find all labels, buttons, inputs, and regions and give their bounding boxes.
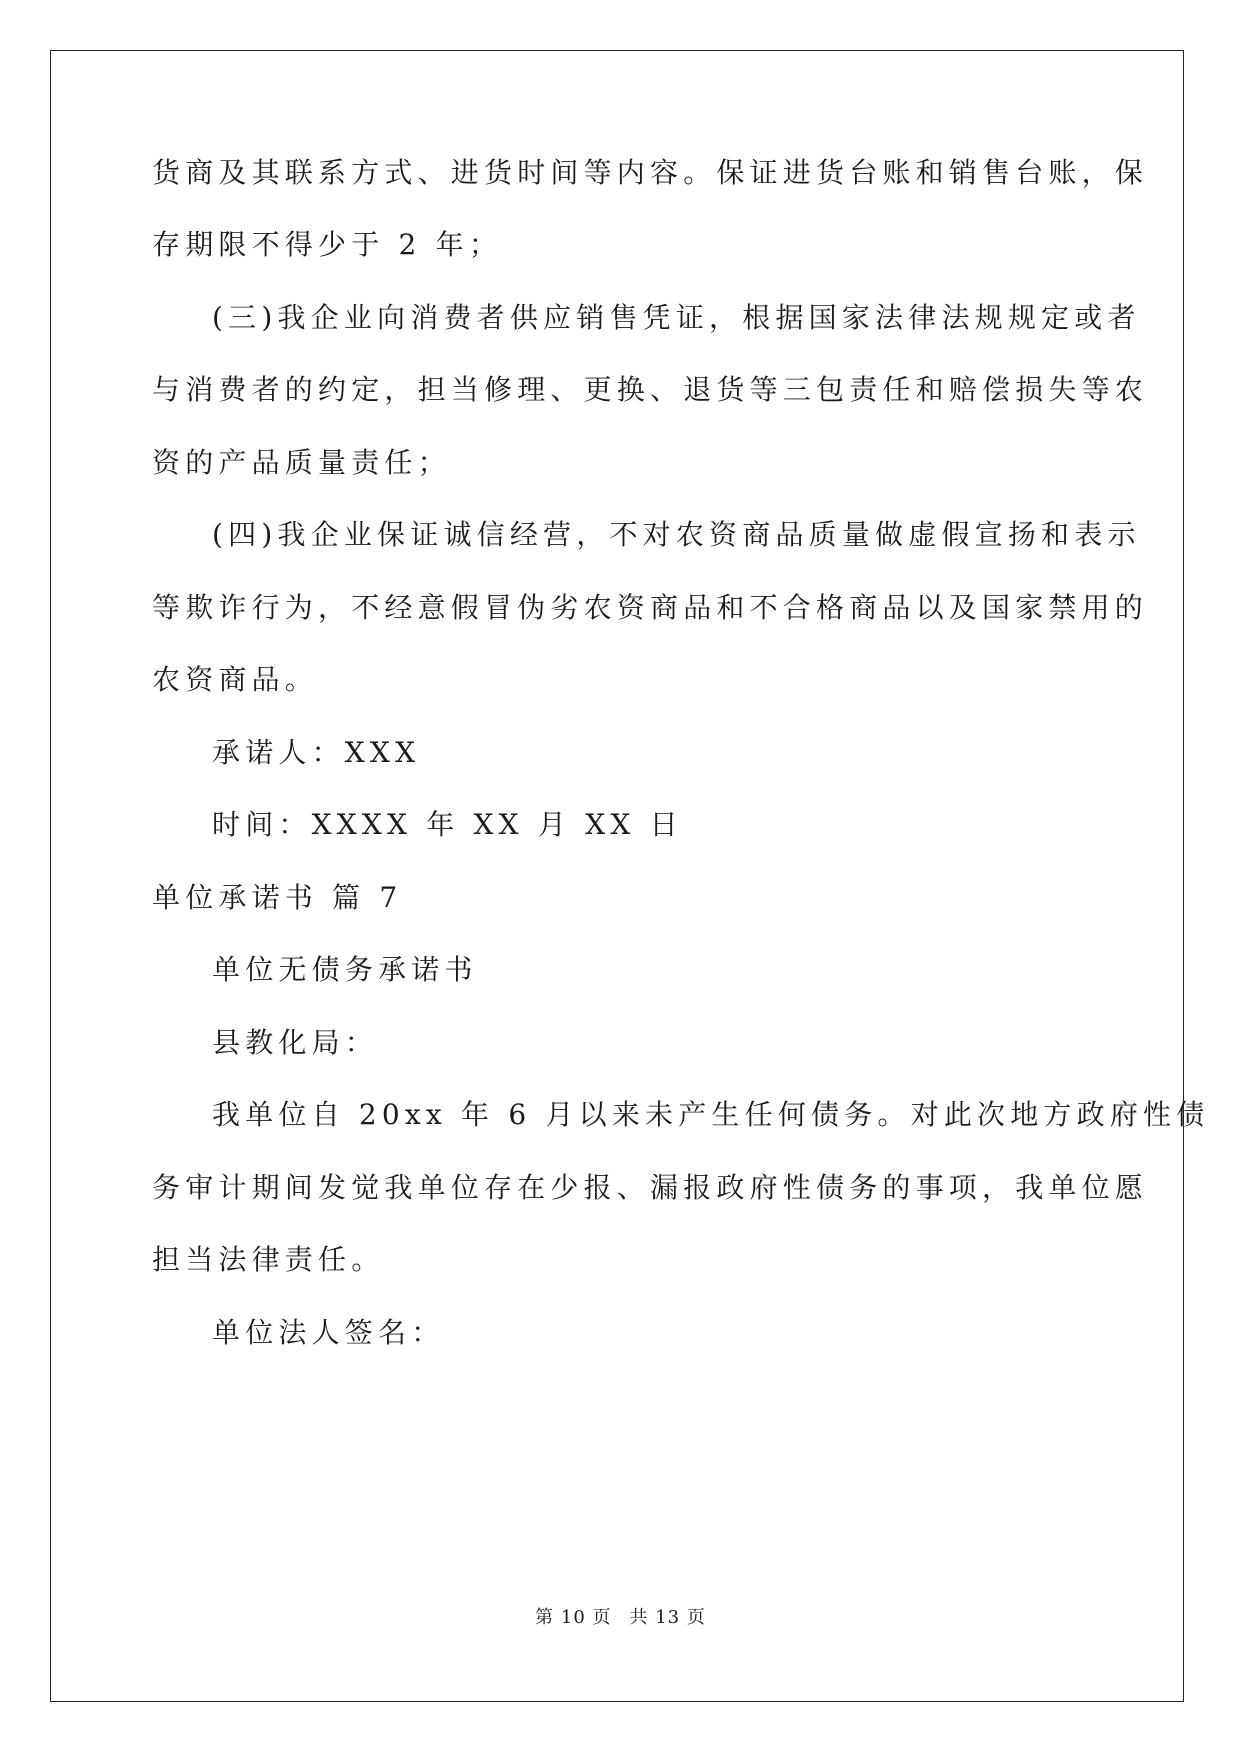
promisor-line: 承诺人：XXX: [212, 736, 421, 769]
paragraph-item-3: (三)我企业向消费者供应销售凭证，根据国家法律法规规定或者: [212, 301, 1141, 334]
page-number-total: 共 13 页: [629, 1607, 706, 1628]
body-line: 农资商品。: [152, 663, 319, 696]
body-line: 资的产品质量责任；: [152, 446, 451, 479]
body-line: 务审计期间发觉我单位存在少报、漏报政府性债务的事项，我单位愿: [152, 1171, 1149, 1204]
body-line: 我单位自 20xx 年 6 月以来未产生任何债务。对此次地方政府性债: [212, 1098, 1210, 1131]
date-line: 时间：XXXX 年 XX 月 XX 日: [212, 808, 683, 841]
signature-line: 单位法人签名：: [212, 1316, 445, 1349]
page-number-current: 第 10 页: [535, 1607, 612, 1628]
paragraph-item-4: (四)我企业保证诚信经营，不对农资商品质量做虚假宣扬和表示: [212, 518, 1141, 551]
addressee: 县教化局：: [212, 1026, 379, 1059]
body-line: 等欺诈行为，不经意假冒伪劣农资商品和不合格商品以及国家禁用的: [152, 591, 1149, 624]
section-heading: 单位承诺书 篇 7: [152, 881, 403, 914]
body-line: 存期限不得少于 2 年；: [152, 228, 503, 261]
document-title: 单位无债务承诺书: [212, 953, 478, 986]
body-line: 货商及其联系方式、进货时间等内容。保证进货台账和销售台账，保: [152, 156, 1149, 189]
page-footer: [0, 1606, 1241, 1630]
body-line: 担当法律责任。: [152, 1243, 385, 1276]
body-line: 与消费者的约定，担当修理、更换、退货等三包责任和赔偿损失等农: [152, 373, 1149, 406]
